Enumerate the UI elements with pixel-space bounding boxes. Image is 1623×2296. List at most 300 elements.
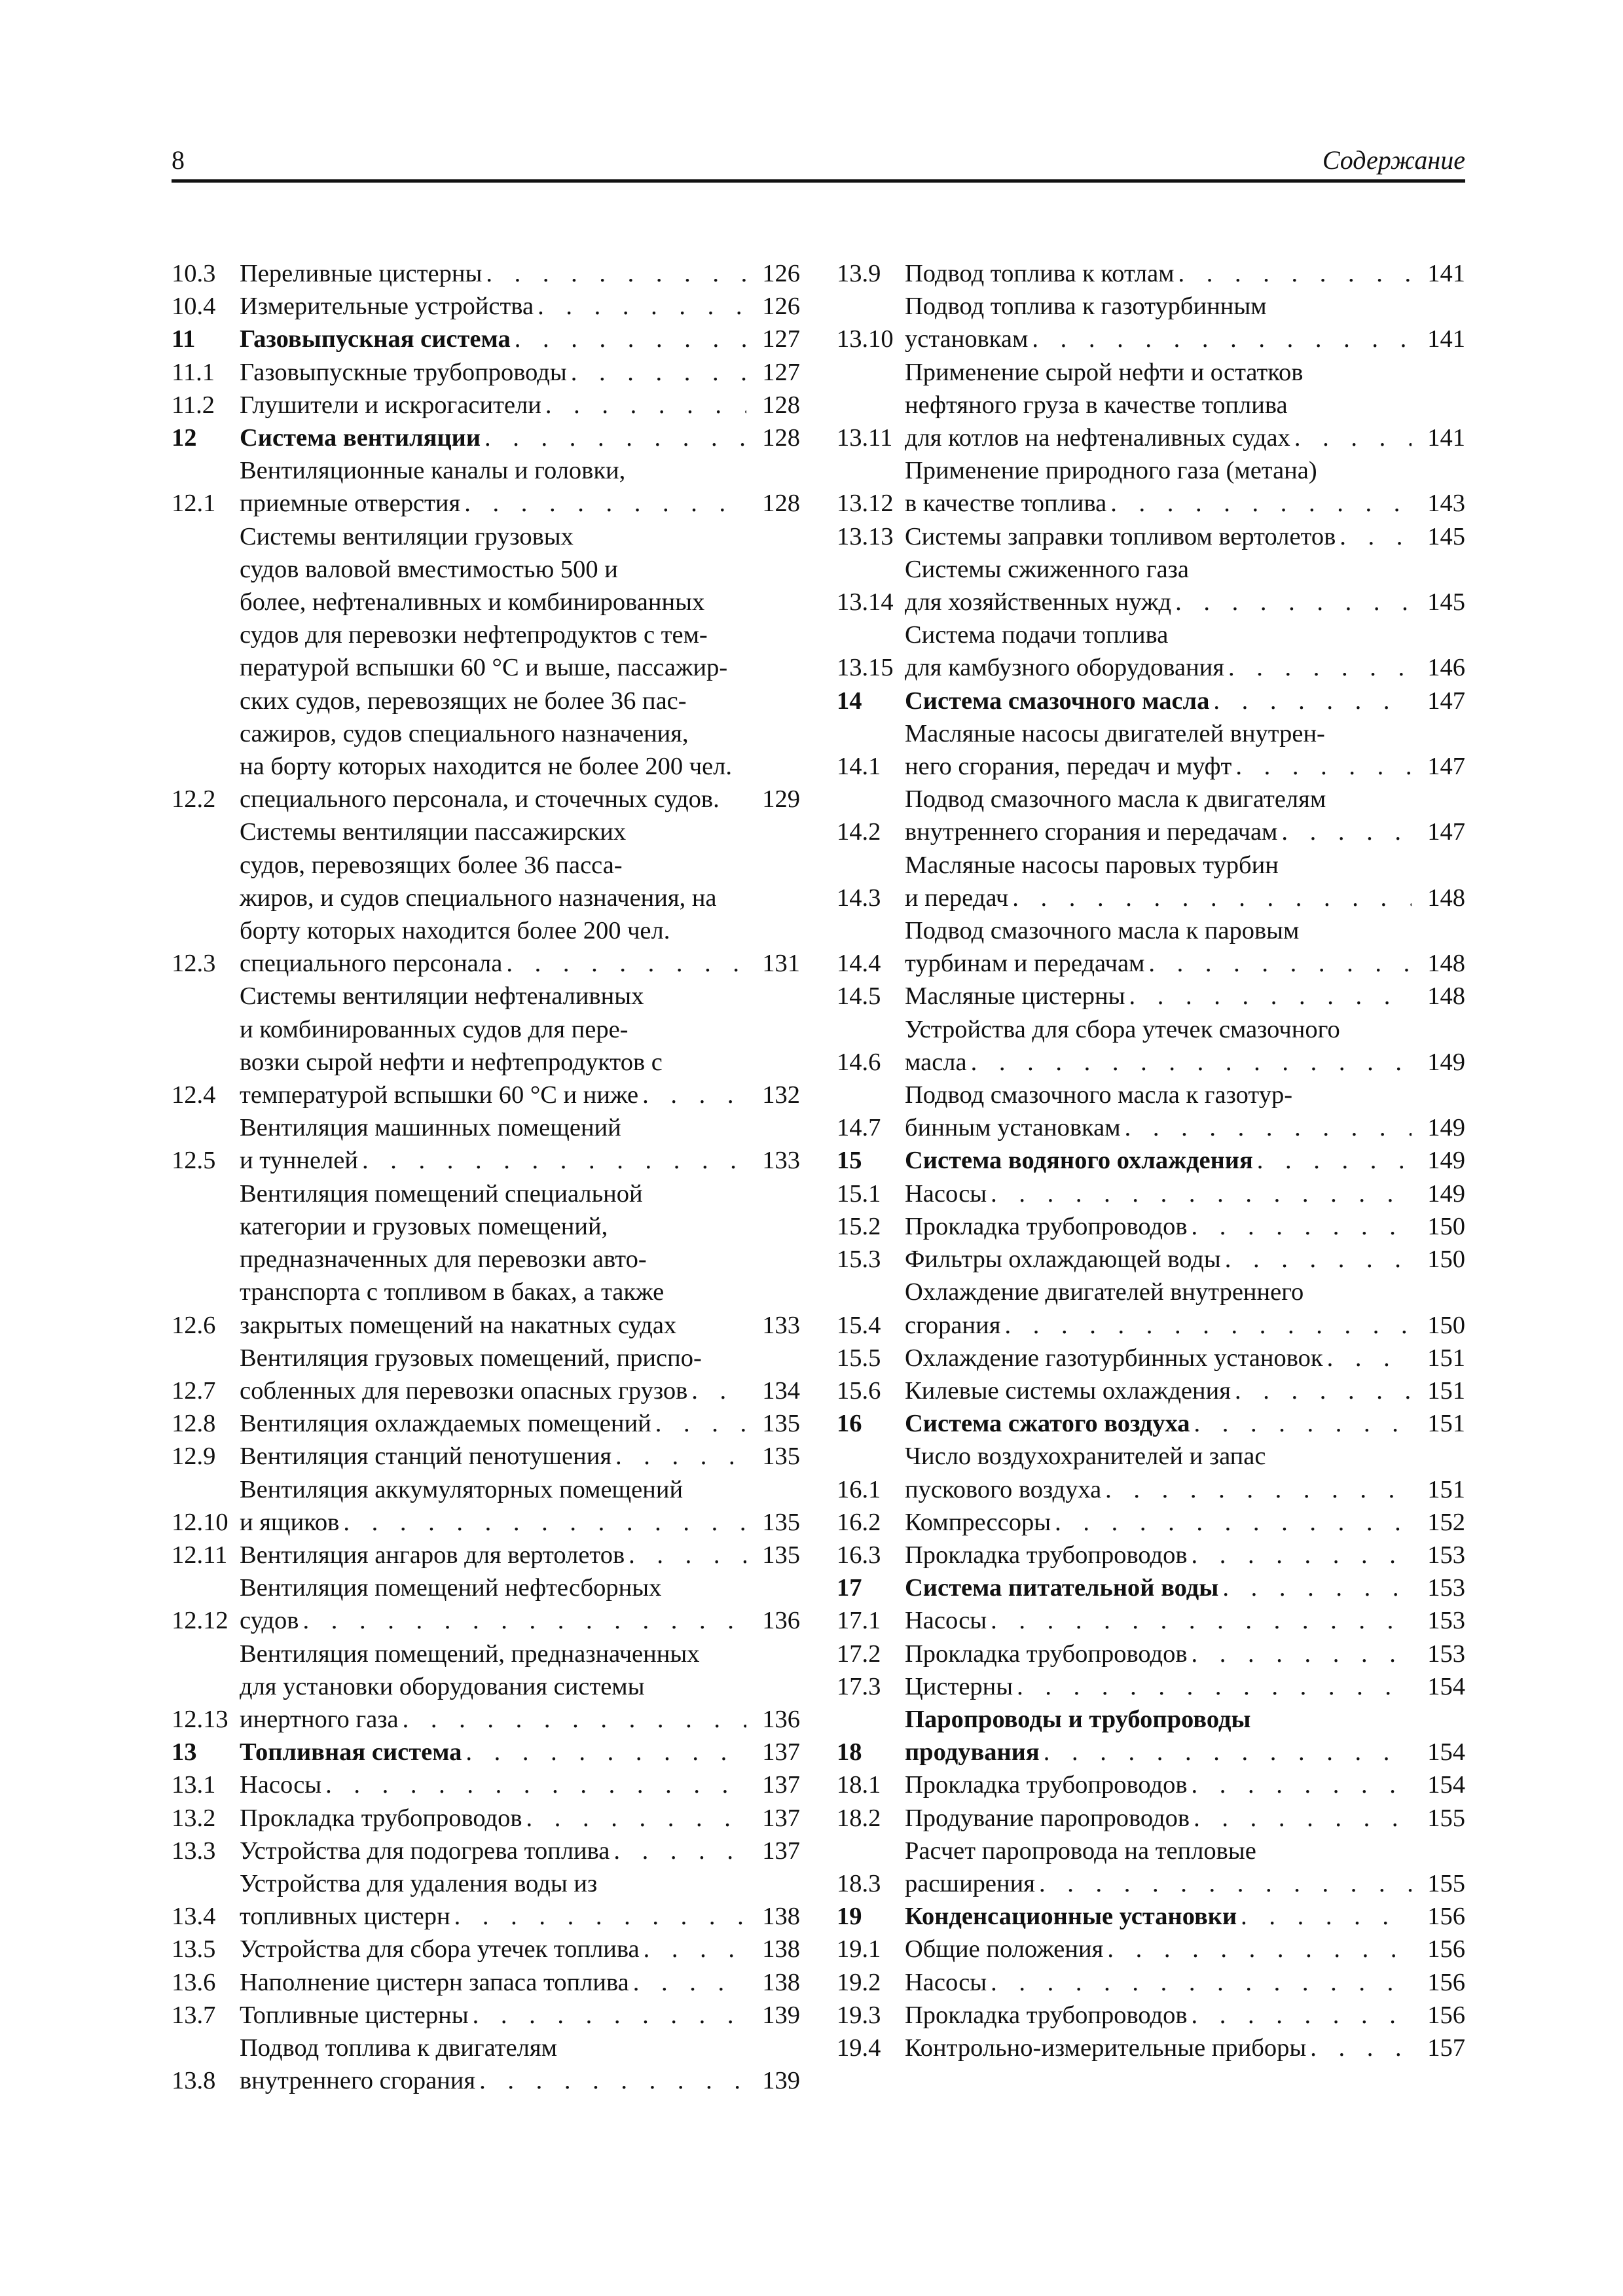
dot-leader: [399, 1703, 746, 1736]
section-title: [905, 1506, 1412, 1539]
toc-entry: [172, 1999, 800, 2032]
dot-leader: [1190, 1802, 1412, 1835]
title-line: Система водяного охлаждения: [905, 1147, 1253, 1175]
title-line: Газовыпускные трубопроводы: [240, 358, 567, 386]
section-number: 12: [172, 424, 197, 452]
page-ref: 156: [1427, 1935, 1465, 1964]
title-line: Масляные насосы двигателей внутрен-: [905, 719, 1325, 747]
page-ref: 135: [762, 1410, 800, 1438]
section-number: 13.5: [172, 1935, 216, 1964]
title-line: пускового воздуха: [905, 1475, 1102, 1503]
title-line: категории и грузовых помещений,: [240, 1212, 608, 1240]
dot-leader: [1101, 1473, 1412, 1506]
title-line: ских судов, перевозящих не более 36 пас-: [240, 687, 687, 715]
page-ref: 139: [762, 2067, 800, 2095]
title-line: и туннелей: [240, 1147, 358, 1175]
title-line: для хозяйственных нужд: [905, 588, 1172, 617]
dot-leader: [1188, 1768, 1412, 1801]
dot-leader: [1125, 980, 1412, 1013]
title-line: Измерительные устройства: [240, 293, 534, 321]
section-title: [905, 1374, 1412, 1407]
title-line: в качестве топлива: [905, 490, 1107, 518]
toc-entry: [172, 323, 800, 355]
title-line: Система вентиляции: [240, 424, 481, 452]
page-header: [172, 140, 1465, 183]
section-title: [905, 1276, 1412, 1341]
section-number: 13.12: [837, 490, 894, 518]
page-ref: 153: [1427, 1640, 1465, 1668]
page-ref: 151: [1427, 1376, 1465, 1405]
title-line: внутреннего сгорания: [240, 2067, 476, 2095]
section-number: 19.2: [837, 1968, 881, 1996]
section-number: 10.4: [172, 293, 216, 321]
section-title: [240, 1638, 746, 1736]
toc-entry: [837, 257, 1465, 290]
title-line: Число воздухохранителей и запас: [905, 1443, 1266, 1471]
page-ref: 155: [1427, 1804, 1465, 1832]
section-number: 12.5: [172, 1147, 216, 1175]
title-line: жиров, и судов специального назначения, на: [240, 884, 717, 912]
section-number: 19.4: [837, 2034, 881, 2062]
page-ref: 154: [1427, 1738, 1465, 1767]
page-ref: 138: [762, 1903, 800, 1931]
toc-entry: [837, 1407, 1465, 1440]
title-line: внутреннего сгорания и передачам: [905, 818, 1278, 846]
toc-entry: [837, 1768, 1465, 1801]
section-title: [905, 1703, 1412, 1768]
dot-leader: [339, 1506, 746, 1539]
toc-entry: [172, 1440, 800, 1473]
page-ref: 149: [1427, 1114, 1465, 1142]
section-title: [240, 290, 746, 323]
title-line: и ящиков: [240, 1508, 340, 1536]
dot-leader: [1218, 1571, 1412, 1604]
toc-entry: [172, 454, 800, 520]
dot-leader: [638, 1079, 746, 1111]
page-ref: 149: [1427, 1147, 1465, 1175]
title-line: него сгорания, передач и муфт: [905, 753, 1232, 781]
title-line: для котлов на нефтеналивных судах: [905, 424, 1290, 452]
section-number: 14.3: [837, 884, 881, 912]
page-ref: 128: [762, 424, 800, 452]
title-line: Общие положения: [905, 1935, 1104, 1964]
section-number: 16.1: [837, 1475, 881, 1503]
dot-leader: [534, 290, 746, 323]
page-ref: 138: [762, 1968, 800, 1996]
toc-entry: [837, 1276, 1465, 1341]
page-ref: 147: [1427, 818, 1465, 846]
section-number: 14.5: [837, 982, 881, 1011]
dot-leader: [450, 1900, 746, 1933]
toc-entry: [172, 356, 800, 389]
toc-entry: [837, 717, 1465, 783]
section-title: [240, 323, 746, 355]
section-title: [905, 685, 1412, 717]
dot-leader: [1106, 487, 1412, 520]
section-title: [240, 816, 746, 980]
section-title: [240, 1571, 746, 1637]
section-number: 13.8: [172, 2067, 216, 2095]
section-title: [905, 553, 1412, 619]
toc-entry: [172, 1966, 800, 1999]
toc-entry: [837, 619, 1465, 684]
page-ref: 135: [762, 1541, 800, 1569]
section-title: [240, 520, 746, 816]
dot-leader: [1103, 1933, 1412, 1965]
section-number: 12.9: [172, 1443, 216, 1471]
toc-entry: [172, 1835, 800, 1867]
page-ref: 138: [762, 1935, 800, 1964]
title-line: Насосы: [240, 1771, 322, 1799]
title-line: установкам: [905, 325, 1029, 353]
title-line: Подвод смазочного масла к двигателям: [905, 785, 1326, 814]
title-line: Насосы: [905, 1607, 987, 1635]
page-ref: 133: [762, 1147, 800, 1175]
section-number: 17.3: [837, 1672, 881, 1700]
page-ref: 156: [1427, 1903, 1465, 1931]
toc-entry: [837, 1539, 1465, 1571]
section-title: [905, 257, 1412, 290]
section-title: [905, 2032, 1412, 2064]
section-title: [240, 389, 746, 422]
page-ref: 126: [762, 260, 800, 287]
title-line: Прокладка трубопроводов: [905, 1640, 1188, 1668]
dot-leader: [1188, 1999, 1412, 2032]
title-line: Глушители и искрогасители: [240, 391, 541, 419]
page-ref: 139: [762, 2001, 800, 2029]
title-line: Охлаждение газотурбинных установок: [905, 1344, 1323, 1372]
toc-entry: [837, 1900, 1465, 1933]
dot-leader: [987, 1604, 1412, 1637]
toc-entry: [837, 1703, 1465, 1768]
title-line: Системы вентиляции пассажирских: [240, 818, 627, 846]
page-ref: 136: [762, 1607, 800, 1635]
title-line: Газовыпускная система: [240, 325, 511, 353]
dot-leader: [1224, 651, 1412, 684]
title-line: бинным установкам: [905, 1114, 1121, 1142]
dot-leader: [1040, 1736, 1412, 1768]
dot-leader: [462, 1736, 746, 1768]
title-line: Фильтры охлаждающей воды: [905, 1246, 1221, 1274]
section-number: 15: [837, 1147, 862, 1175]
title-line: Прокладка трубопроводов: [905, 1212, 1188, 1240]
dot-leader: [1221, 1243, 1412, 1276]
page-ref: 150: [1427, 1212, 1465, 1240]
title-line: Контрольно-измерительные приборы: [905, 2034, 1307, 2062]
section-title: [905, 520, 1412, 553]
page-ref: 129: [762, 785, 800, 814]
dot-leader: [640, 1933, 746, 1965]
page-ref: 154: [1427, 1672, 1465, 1700]
section-title: [905, 717, 1412, 783]
section-title: [240, 454, 746, 520]
title-line: турбинам и передачам: [905, 950, 1145, 978]
title-line: Вентиляция станций пенотушения: [240, 1443, 612, 1471]
section-number: 19: [837, 1903, 862, 1931]
section-number: 18.2: [837, 1804, 881, 1832]
title-line: сгорания: [905, 1311, 1001, 1339]
page-ref: 151: [1427, 1475, 1465, 1503]
title-line: судов, перевозящих более 36 пасса-: [240, 851, 623, 879]
toc-entry: [837, 1243, 1465, 1276]
page-ref: 153: [1427, 1541, 1465, 1569]
section-number: 17: [837, 1574, 862, 1602]
page-ref: 149: [1427, 1179, 1465, 1208]
toc-entry: [837, 685, 1465, 717]
section-number: 14.4: [837, 950, 881, 978]
dot-leader: [611, 1440, 746, 1473]
dot-leader: [541, 389, 746, 422]
dot-leader: [651, 1407, 746, 1440]
dot-leader: [967, 1046, 1412, 1079]
dot-leader: [1306, 2032, 1412, 2064]
dot-leader: [1188, 1210, 1412, 1243]
section-title: [905, 849, 1412, 914]
dot-leader: [299, 1604, 746, 1637]
title-line: Вентиляция охлаждаемых помещений: [240, 1410, 651, 1438]
dot-leader: [1000, 1309, 1412, 1342]
toc-entry: [172, 1111, 800, 1177]
section-title: [905, 1440, 1412, 1505]
title-line: Переливные цистерны: [240, 260, 483, 287]
toc-entry: [837, 914, 1465, 980]
page-ref: 132: [762, 1081, 800, 1109]
section-title: [240, 1802, 746, 1835]
section-title: [240, 356, 746, 389]
page-ref: 128: [762, 391, 800, 419]
dot-leader: [481, 422, 746, 454]
page-ref: 141: [1427, 424, 1465, 452]
toc-column-right: [837, 257, 1465, 2064]
title-line: Насосы: [905, 1179, 987, 1208]
page-ref: 150: [1427, 1311, 1465, 1339]
toc-entry: [172, 1473, 800, 1539]
toc-entry: [837, 1210, 1465, 1243]
section-number: 11.1: [172, 358, 215, 386]
dot-leader: [1028, 323, 1412, 355]
toc-entry: [837, 1638, 1465, 1670]
dot-leader: [1231, 750, 1412, 783]
section-number: 12.13: [172, 1705, 228, 1733]
title-line: Компрессоры: [905, 1508, 1051, 1536]
title-line: Система смазочного масла: [905, 687, 1210, 715]
dot-leader: [475, 2064, 746, 2097]
section-number: 15.3: [837, 1246, 881, 1274]
dot-leader: [482, 257, 746, 290]
title-line: для камбузного оборудования: [905, 654, 1225, 682]
title-line: Вентиляция ангаров для вертолетов: [240, 1541, 625, 1569]
toc-entry: [172, 2032, 800, 2097]
dot-leader: [625, 1539, 746, 1571]
page-number: 8: [172, 145, 185, 175]
running-title: Содержание: [1322, 145, 1465, 175]
dot-leader: [358, 1144, 746, 1177]
title-line: расширения: [905, 1869, 1035, 1897]
toc-entry: [837, 1342, 1465, 1374]
section-title: [905, 1670, 1412, 1703]
toc-entry: [172, 520, 800, 816]
page-ref: 137: [762, 1771, 800, 1799]
dot-leader: [1188, 1638, 1412, 1670]
page-ref: 151: [1427, 1344, 1465, 1372]
title-line: нефтяного груза в качестве топлива: [905, 391, 1288, 419]
section-title: [905, 1638, 1412, 1670]
section-number: 13.13: [837, 522, 894, 550]
page-ref: 156: [1427, 1968, 1465, 1996]
title-line: Наполнение цистерн запаса топлива: [240, 1968, 629, 1996]
title-line: Вентиляция помещений специальной: [240, 1179, 643, 1208]
toc-entry: [837, 1506, 1465, 1539]
title-line: судов для перевозки нефтепродуктов с тем-: [240, 621, 708, 649]
section-number: 15.6: [837, 1376, 881, 1405]
page-ref: 135: [762, 1443, 800, 1471]
toc-entry: [837, 783, 1465, 848]
toc-entry: [172, 422, 800, 454]
title-line: Системы заправки топливом вертолетов: [905, 522, 1336, 550]
section-title: [905, 1243, 1412, 1276]
section-number: 12.7: [172, 1376, 216, 1405]
page-ref: 141: [1427, 325, 1465, 353]
title-line: Применение сырой нефти и остатков: [905, 358, 1304, 386]
section-number: 13.4: [172, 1903, 216, 1931]
section-number: 13.7: [172, 2001, 216, 2029]
title-line: и передач: [905, 884, 1009, 912]
page-ref: 154: [1427, 1771, 1465, 1799]
page-ref: 146: [1427, 654, 1465, 682]
section-title: [905, 454, 1412, 520]
page-ref: 133: [762, 1311, 800, 1339]
section-title: [240, 257, 746, 290]
section-number: 19.1: [837, 1935, 881, 1964]
section-title: [240, 422, 746, 454]
title-line: Системы вентиляции нефтеналивных: [240, 982, 644, 1011]
toc-entry: [172, 257, 800, 290]
title-line: масла: [905, 1048, 967, 1076]
section-number: 12.8: [172, 1410, 216, 1438]
section-title: [240, 1867, 746, 1933]
page-ref: 137: [762, 1804, 800, 1832]
dot-leader: [567, 356, 746, 389]
toc-entry: [837, 1440, 1465, 1505]
toc-entry: [837, 1835, 1465, 1900]
title-line: более, нефтеналивных и комбинированных: [240, 588, 705, 617]
dot-leader: [1051, 1506, 1412, 1539]
dot-leader: [687, 1374, 746, 1407]
section-number: 13.6: [172, 1968, 216, 1996]
section-title: [905, 1571, 1412, 1604]
page-ref: 157: [1427, 2034, 1465, 2062]
title-line: Системы сжиженного газа: [905, 555, 1189, 583]
section-number: 14.1: [837, 753, 881, 781]
section-number: 13.1: [172, 1771, 216, 1799]
section-number: 16: [837, 1410, 862, 1438]
section-number: 12.10: [172, 1508, 228, 1536]
section-number: 13.15: [837, 654, 894, 682]
section-number: 14: [837, 687, 862, 715]
title-line: собленных для перевозки опасных грузов: [240, 1376, 688, 1405]
title-line: Применение природного газа (метана): [905, 457, 1317, 485]
title-line: для установки оборудования системы: [240, 1672, 645, 1700]
toc-entry: [172, 1539, 800, 1571]
title-line: Прокладка трубопроводов: [905, 1771, 1188, 1799]
title-line: транспорта с топливом в баках, а также: [240, 1278, 665, 1306]
toc-entry: [837, 1966, 1465, 1999]
dot-leader: [1190, 1407, 1412, 1440]
toc-entry: [837, 1374, 1465, 1407]
page-ref: 145: [1427, 522, 1465, 550]
section-number: 11: [172, 325, 196, 353]
title-line: Прокладка трубопроводов: [905, 2001, 1188, 2029]
section-number: 12.1: [172, 490, 216, 518]
section-title: [240, 980, 746, 1111]
page-ref: 143: [1427, 490, 1465, 518]
title-line: Вентиляция помещений нефтесборных: [240, 1574, 662, 1602]
section-number: 15.2: [837, 1212, 881, 1240]
page-ref: 148: [1427, 950, 1465, 978]
section-number: 12.2: [172, 785, 216, 814]
title-line: Система питательной воды: [905, 1574, 1219, 1602]
section-number: 12.3: [172, 950, 216, 978]
title-line: Насосы: [905, 1968, 987, 1996]
section-number: 11.2: [172, 391, 215, 419]
toc-entry: [172, 816, 800, 980]
dot-leader: [1237, 1900, 1412, 1933]
section-title: [905, 1768, 1412, 1801]
title-line: возки сырой нефти и нефтепродуктов с: [240, 1048, 663, 1076]
dot-leader: [1035, 1867, 1412, 1900]
title-line: Устройства для сбора утечек смазочного: [905, 1015, 1340, 1043]
dot-leader: [1171, 586, 1412, 619]
section-title: [905, 1966, 1412, 1999]
section-title: [905, 1013, 1412, 1079]
toc-entry: [837, 1571, 1465, 1604]
section-title: [240, 1539, 746, 1571]
section-number: 12.11: [172, 1541, 228, 1569]
page-ref: 134: [762, 1376, 800, 1405]
toc-entry: [172, 1933, 800, 1965]
section-title: [905, 356, 1412, 455]
title-line: Системы вентиляции грузовых: [240, 522, 574, 550]
title-line: и комбинированных судов для пере-: [240, 1015, 629, 1043]
toc-entry: [837, 1999, 1465, 2032]
title-line: продувания: [905, 1738, 1040, 1767]
title-line: Подвод смазочного масла к газотур-: [905, 1081, 1293, 1109]
title-line: Подвод топлива к котлам: [905, 260, 1175, 287]
title-line: Прокладка трубопроводов: [905, 1541, 1188, 1569]
toc-entry: [172, 980, 800, 1111]
section-number: 18.1: [837, 1771, 881, 1799]
section-title: [905, 1900, 1412, 1933]
section-title: [905, 1999, 1412, 2032]
toc-entry: [172, 1407, 800, 1440]
section-number: 14.6: [837, 1048, 881, 1076]
section-title: [905, 914, 1412, 980]
section-number: 13.3: [172, 1837, 216, 1865]
section-title: [905, 1933, 1412, 1965]
dot-leader: [1290, 422, 1412, 454]
title-line: Вентиляционные каналы и головки,: [240, 457, 626, 485]
section-title: [905, 1802, 1412, 1835]
section-number: 15.1: [837, 1179, 881, 1208]
toc-entry: [172, 1867, 800, 1933]
title-line: Топливные цистерны: [240, 2001, 469, 2029]
page-ref: 147: [1427, 753, 1465, 781]
title-line: Топливная система: [240, 1738, 462, 1767]
toc-entry: [837, 1079, 1465, 1144]
dot-leader: [1253, 1144, 1412, 1177]
title-line: Вентиляция аккумуляторных помещений: [240, 1475, 684, 1503]
toc-column-left: [172, 257, 800, 2097]
